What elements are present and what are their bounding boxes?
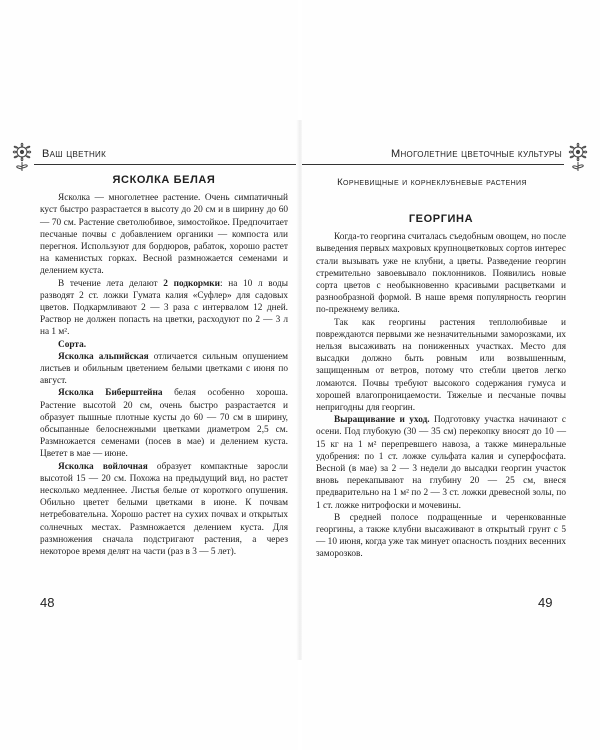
paragraph-text: : на 10 л воды разводят 2 ст. ложки Гумата калия «Суфлер» для садовых цветов. Подкармливают 2 — 3 раза с интервалом 12 дней. Раствор не должен попасть на цветки, расходуют по 2 — 3 л на 1 м². [40,278,288,338]
section-subheader: Корневищные и корнеклубневые растения [337,177,527,188]
page-number: 49 [538,595,553,610]
paragraph-text: отличается сильным опушением листьев и обильным цветением белыми цветками с июня по август. [40,351,288,387]
variety-name: Ясколка войлочная [58,461,148,472]
running-header-text: Ваш цветник [42,148,107,160]
header-rule [302,164,564,165]
right-page [302,0,600,750]
header-rule [34,164,296,165]
running-header [302,147,564,167]
article-title: ГЕОРГИНА [408,213,474,225]
paragraph: Ясколка — многолетнее растение. Очень симпатичный куст быстро разрастается в высоту до 20 см и в ширину до 60 — 70 см. Растение светолюбивое, зимостойкое. Предпочитает песчаные почвы с добавлением органики — компоста или перегноя. Используют для бордюров, рабаток, хорошо растет на каменистых горках. Весной размножается семенами и делением куста. [40,193,288,277]
section-heading [40,339,288,351]
bold-term: 2 подкормки [163,278,221,289]
paragraph-text: Подготовку участка начинают с осени. Под глубокую (30 — 35 см) перекопку вносят до 10 — 15 кг на 1 м² перепревшего навоза, а также минеральные удобрения: по 1 ст. ложке сульфата калия и суперфосфата. Весной (в мае) за 2 — 3 недели до высадки георгин участок вновь перекапывают на глубину 20 — 25 см, внеся предварительно на 1 м² по 2 — 3 ст. ложки древесной золы, по 1 ст. ложке нитрофоски и мочевины. [316,415,566,511]
left-page [0,0,298,750]
article-title: ЯСКОЛКА БЕЛАЯ [112,174,216,186]
paragraph-text: белая особенно хороша. Растение высотой 20 см, очень быстро разрастается и образует пышные плотные кусты до 60 — 70 см в ширину, обсыпанные белоснежными цветками диаметром 2,5 см. Размножается семенами (посев в мае) и делением куста. Цветет в мае — июне. [40,388,288,460]
paragraph: В средней полосе подращенные и черенкованные георгины, а также клубни высаживают в открытый грунт с 5 — 10 июня, когда уже так минует опасность поздних весенних заморозков. [316,512,566,560]
paragraph-text: образует компактные заросли высотой 15 — 20 см. Похожа на предыдущий вид, но растет несколько медленнее. Листья белые от короткого опушения. Обильно цветет белыми цветками в июне. К почвам нетребовательна. Хорошо растет на сухих почвах и открытых солнечных местах. Размножается делением куста. Для размножения сначала подстригают растения, а через некоторое время делят на части (раз в 3 — 5 лет). [40,461,288,558]
paragraph [40,278,288,339]
paragraph [40,351,288,388]
page-number: 48 [40,595,55,610]
variety-name: Ясколка альпийская [58,351,149,362]
running-header-text: Многолетние цветочные культуры [391,148,562,160]
paragraph [316,414,566,512]
paragraph: Так как георгины растения теплолюбивые и повреждаются первыми же незначительными заморозками, их нельзя высаживать на пониженных участках. Место для высадки должно быть ровным или возвышенным, защищенным от ветров, потому что стебли цветов легко ломаются. Почвы требуют высокого содержания гумуса и хорошей влагопроницаемости. Тяжелые и песчаные почвы непригодны для георгин. [316,317,566,414]
bold-term: Выращивание и уход. [334,415,430,426]
right-page-body [316,213,566,561]
paragraph [40,387,288,460]
variety-name: Ясколка Биберштейна [58,388,163,399]
flower-ornament-icon [558,139,598,173]
paragraph [40,461,288,559]
left-page-body [40,174,288,558]
paragraph: Когда-то георгина считалась съедобным овощем, но после выведения первых махровых крупноцветковых сортов интерес стали вызывать уже не клубни, а цветы. Разведение георгин стремительно завоевывало поклонников. Появились новые сорта цветов с необыкновенно красивыми расцветками и разнообразной формой. В наше время популярность георгин по-прежнему велика. [316,232,566,316]
section-heading-text: Сорта. [58,339,87,350]
running-header [34,147,296,167]
paragraph-text: В течение лета делают [58,278,164,289]
